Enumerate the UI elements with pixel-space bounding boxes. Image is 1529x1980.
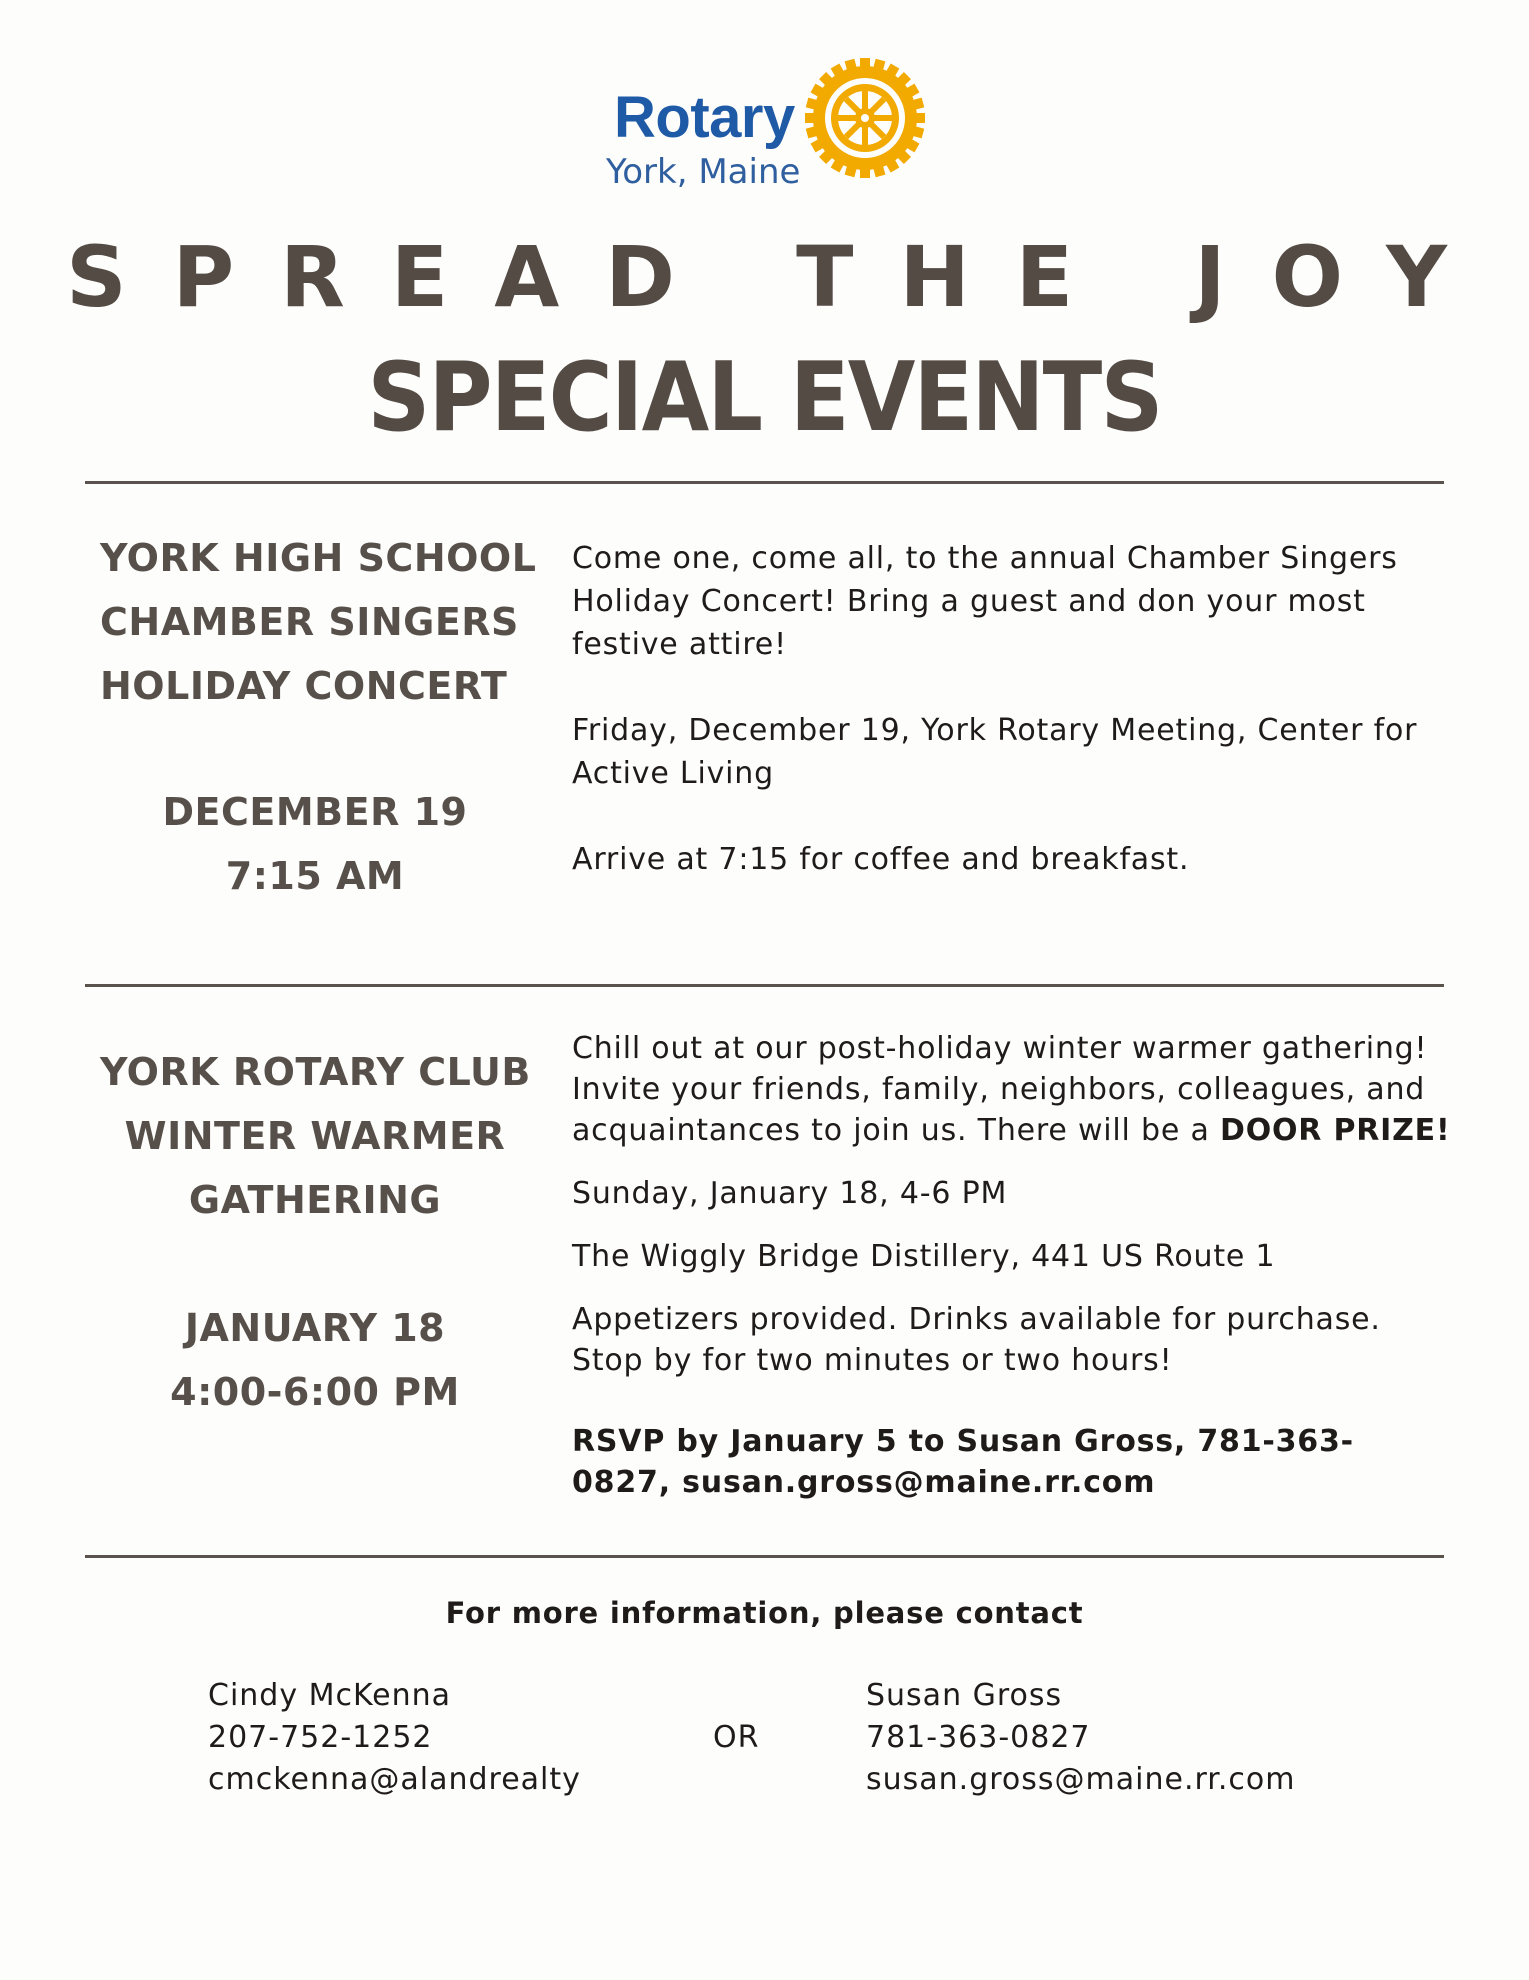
contact-name: Susan Gross	[866, 1678, 1063, 1713]
door-prize: DOOR PRIZE!	[1220, 1113, 1451, 1148]
event-2-details	[572, 1028, 1452, 1503]
rotary-logo-word: Rotary	[614, 85, 795, 150]
rotary-logo-location: York, Maine	[606, 152, 801, 192]
event-1-datetime: DECEMBER 19 7:15 AM	[162, 790, 468, 898]
event-1-when-where: Friday, December 19, York Rotary Meeting, Center for Active Living	[572, 713, 1418, 791]
event-2-description: Chill out at our post-holiday winter warmer gathering! Invite your friends, family, neighbors, colleagues, and acquaintances to join us. There will be a DOOR PRIZE!	[572, 1031, 1451, 1148]
event-2-title: YORK ROTARY CLUB WINTER WARMER GATHERING	[100, 1050, 531, 1222]
contact-person-2	[866, 1675, 1295, 1801]
event-2-rsvp: RSVP by January 5 to Susan Gross, 781-363-0827, susan.gross@maine.rr.com	[572, 1424, 1354, 1500]
event-1-note: Arrive at 7:15 for coffee and breakfast.	[572, 842, 1190, 877]
event-1-description: Come one, come all, to the annual Chamber Singers Holiday Concert! Bring a guest and don your most festive attire!	[572, 541, 1398, 662]
contact-heading: For more information, please contact	[445, 1596, 1084, 1630]
contact-email: cmckenna@alandrealty	[208, 1762, 581, 1797]
divider	[85, 481, 1444, 484]
contact-email: susan.gross@maine.rr.com	[866, 1762, 1296, 1797]
contact-phone: 207-752-1252	[208, 1720, 433, 1755]
contact-person-1	[208, 1675, 581, 1801]
event-2-note: Appetizers provided. Drinks available for purchase. Stop by for two minutes or two hours!	[572, 1302, 1381, 1378]
contact-phone: 781-363-0827	[866, 1720, 1091, 1755]
headline-spread-the-joy: SPREAD THE JOY	[66, 228, 1493, 326]
contact-separator: OR	[713, 1720, 760, 1755]
event-2-datetime: JANUARY 18 4:00-6:00 PM	[170, 1306, 460, 1414]
contact-name: Cindy McKenna	[208, 1678, 452, 1713]
event-2-when: Sunday, January 18, 4-6 PM	[572, 1176, 1008, 1211]
rotary-wheel-icon	[805, 58, 925, 178]
event-2-where: The Wiggly Bridge Distillery, 441 US Route 1	[572, 1239, 1276, 1274]
divider	[85, 1555, 1444, 1558]
event-1-title: YORK HIGH SCHOOL CHAMBER SINGERS HOLIDAY CONCERT	[100, 536, 537, 708]
headline-special-events: SPECIAL EVENTS	[367, 343, 1162, 453]
divider	[85, 984, 1444, 987]
event-1-details	[572, 537, 1442, 881]
